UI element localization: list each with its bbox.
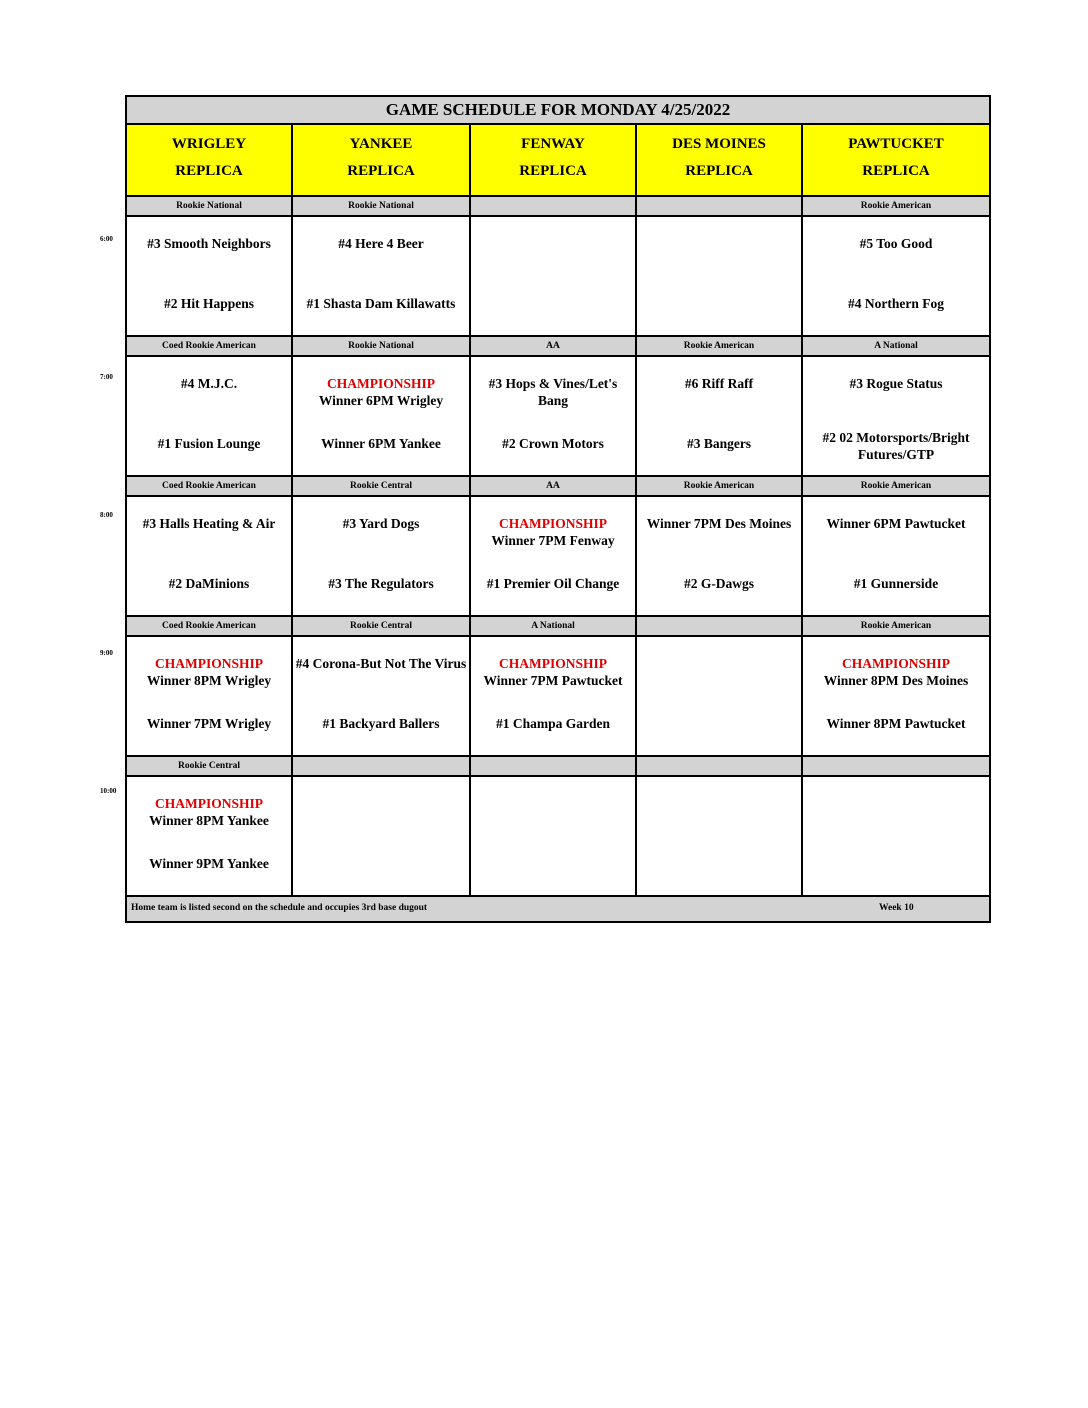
- away-team: [805, 515, 987, 532]
- game-cell: [127, 777, 293, 895]
- away-team-name: Winner 6PM Pawtucket: [826, 516, 966, 531]
- division-row: [127, 757, 989, 777]
- division-label: Rookie American: [637, 337, 803, 355]
- away-team-name: #4 Here 4 Beer: [338, 236, 424, 251]
- game-cell: [471, 497, 637, 615]
- division-label: [293, 757, 471, 775]
- footer-week: Week 10: [879, 903, 914, 913]
- game-cell: [293, 357, 471, 475]
- game-cell: [127, 497, 293, 615]
- away-team: [129, 235, 289, 252]
- game-cell: [803, 217, 989, 335]
- game-cell: [293, 777, 471, 895]
- field-header-des-moines: DES MOINES REPLICA: [637, 125, 803, 195]
- away-team-name: #4 M.J.C.: [180, 376, 238, 391]
- schedule-sheet: [125, 95, 991, 923]
- game-row: [127, 637, 989, 757]
- division-label: Coed Rookie American: [127, 477, 293, 495]
- home-team: #3 Bangers: [686, 436, 752, 451]
- away-team-name: Winner 6PM Wrigley: [318, 393, 444, 408]
- home-team: #3 The Regulators: [328, 576, 434, 591]
- away-team-name: #3 Yard Dogs: [342, 516, 420, 531]
- away-team-name: #3 Rogue Status: [849, 376, 943, 391]
- championship-label: CHAMPIONSHIP: [155, 796, 263, 811]
- division-label: Rookie National: [293, 197, 471, 215]
- home-team: #1 Shasta Dam Killawatts: [306, 296, 456, 311]
- division-label: Rookie National: [293, 337, 471, 355]
- division-label: [637, 617, 803, 635]
- home-team: #1 Champa Garden: [495, 716, 610, 731]
- game-cell: [293, 637, 471, 755]
- away-team: [129, 655, 289, 689]
- away-team: [805, 655, 987, 689]
- game-row: [127, 357, 989, 477]
- away-team-name: Winner 8PM Wrigley: [146, 673, 272, 688]
- game-cell: [637, 637, 803, 755]
- time-label: 9:00: [100, 649, 113, 657]
- game-cell: [127, 217, 293, 335]
- away-team-name: #3 Hops & Vines/Let's Bang: [488, 376, 618, 408]
- home-team: Winner 7PM Wrigley: [146, 716, 272, 731]
- away-team-name: Winner 8PM Yankee: [149, 813, 269, 828]
- game-cell: [803, 497, 989, 615]
- game-cell: [637, 217, 803, 335]
- footer-note: Home team is listed second on the schedule and occupies 3rd base dugout: [131, 903, 428, 913]
- division-label: Rookie Central: [293, 617, 471, 635]
- away-team: [129, 795, 289, 829]
- division-row: [127, 477, 989, 497]
- home-team: Winner 8PM Pawtucket: [826, 716, 966, 731]
- away-team: [295, 375, 467, 409]
- away-team: [639, 375, 799, 392]
- away-team: [129, 515, 289, 532]
- division-row: [127, 617, 989, 637]
- game-row: [127, 777, 989, 897]
- home-team: #2 DaMinions: [168, 576, 250, 591]
- game-cell: [637, 777, 803, 895]
- home-team: #2 Hit Happens: [163, 296, 255, 311]
- division-label: [803, 757, 989, 775]
- division-label: Rookie Central: [127, 757, 293, 775]
- championship-label: CHAMPIONSHIP: [499, 656, 607, 671]
- home-team: Winner 6PM Yankee: [321, 436, 441, 451]
- division-label: Coed Rookie American: [127, 617, 293, 635]
- game-cell: [127, 357, 293, 475]
- away-team: [129, 375, 289, 392]
- home-team: #2 G-Dawgs: [683, 576, 755, 591]
- division-label: AA: [471, 337, 637, 355]
- game-cell: [803, 777, 989, 895]
- away-team: [295, 235, 467, 252]
- division-label: [471, 757, 637, 775]
- division-label: [637, 197, 803, 215]
- championship-label: CHAMPIONSHIP: [499, 516, 607, 531]
- home-team: #4 Northern Fog: [848, 296, 944, 311]
- away-team-name: Winner 7PM Pawtucket: [483, 673, 623, 688]
- home-team: #1 Fusion Lounge: [157, 436, 261, 451]
- division-label: Rookie American: [860, 621, 932, 631]
- home-team: Winner 9PM Yankee: [149, 856, 269, 871]
- division-label: Rookie National: [127, 197, 293, 215]
- division-label: AA: [471, 477, 637, 495]
- away-team: [473, 375, 633, 409]
- away-team: [805, 375, 987, 392]
- field-header-yankee: YANKEE REPLICA: [293, 125, 471, 195]
- time-slots: [127, 197, 989, 897]
- division-label: Rookie Central: [293, 477, 471, 495]
- home-team: #1 Gunnerside: [853, 576, 939, 591]
- time-label: 6:00: [100, 235, 113, 243]
- game-cell: [471, 217, 637, 335]
- away-team: [805, 235, 987, 252]
- game-cell: [471, 357, 637, 475]
- time-label: 10:00: [100, 787, 117, 795]
- time-label: 7:00: [100, 373, 113, 381]
- division-row: [127, 197, 989, 217]
- away-team-name: Winner 8PM Des Moines: [823, 673, 969, 688]
- field-header-row: [127, 125, 989, 197]
- away-team: [473, 655, 633, 689]
- away-team-name: #6 Riff Raff: [684, 376, 754, 391]
- away-team-name: Winner 7PM Des Moines: [646, 516, 792, 531]
- away-team-name: Winner 7PM Fenway: [491, 533, 615, 548]
- game-cell: [637, 497, 803, 615]
- division-label: Rookie American: [637, 477, 803, 495]
- division-row: [127, 337, 989, 357]
- game-cell: [637, 357, 803, 475]
- game-cell: [293, 497, 471, 615]
- schedule-footer: [127, 897, 989, 921]
- game-cell: [803, 357, 989, 475]
- away-team-name: #4 Corona-But Not The Virus: [295, 656, 467, 671]
- away-team-name: #3 Halls Heating & Air: [142, 516, 276, 531]
- home-team: #2 02 Motorsports/Bright Futures/GTP: [822, 430, 970, 462]
- game-cell: [293, 217, 471, 335]
- away-team: [295, 655, 467, 672]
- division-label: Rookie American: [860, 481, 932, 491]
- game-row: [127, 497, 989, 617]
- home-team: #1 Premier Oil Change: [486, 576, 620, 591]
- championship-label: CHAMPIONSHIP: [327, 376, 435, 391]
- game-cell: [127, 637, 293, 755]
- game-cell: [471, 637, 637, 755]
- game-cell: [471, 777, 637, 895]
- division-label: A National: [471, 617, 637, 635]
- home-team: #1 Backyard Ballers: [322, 716, 440, 731]
- game-row: [127, 217, 989, 337]
- field-header-pawtucket: PAWTUCKET REPLICA: [848, 136, 944, 179]
- division-label: [637, 757, 803, 775]
- game-cell: [803, 637, 989, 755]
- championship-label: CHAMPIONSHIP: [155, 656, 263, 671]
- field-header-fenway: FENWAY REPLICA: [471, 125, 637, 195]
- away-team: [473, 515, 633, 549]
- time-label: 8:00: [100, 511, 113, 519]
- away-team-name: #3 Smooth Neighbors: [147, 236, 271, 251]
- division-label: Coed Rookie American: [127, 337, 293, 355]
- division-label: Rookie American: [860, 201, 932, 211]
- away-team: [295, 515, 467, 532]
- schedule-title: GAME SCHEDULE FOR MONDAY 4/25/2022: [127, 97, 989, 125]
- championship-label: CHAMPIONSHIP: [842, 656, 950, 671]
- home-team: #2 Crown Motors: [502, 436, 604, 451]
- division-label: A National: [874, 341, 918, 351]
- away-team-name: #5 Too Good: [859, 236, 933, 251]
- away-team: [639, 515, 799, 532]
- field-header-wrigley: WRIGLEY REPLICA: [127, 125, 293, 195]
- division-label: [471, 197, 637, 215]
